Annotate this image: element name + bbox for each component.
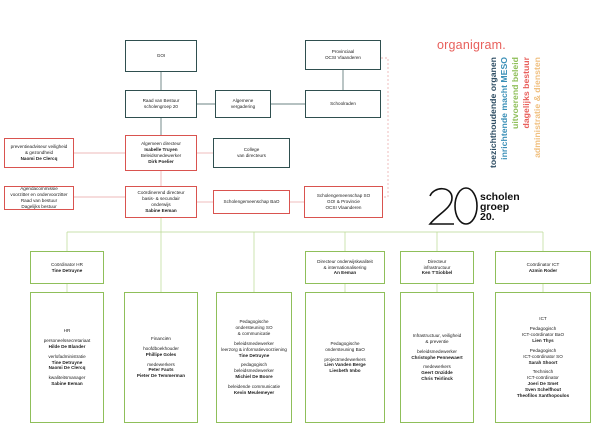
person-name: Sabine Eeman — [51, 381, 83, 387]
tagline-toezicht: toezichthoudende organen — [488, 57, 498, 169]
box-label: Pedagogisch — [529, 347, 557, 353]
box-label: Pedagogisch — [529, 325, 557, 331]
box-label: pedagogisch — [240, 362, 268, 368]
person-name: Geert Onzidde — [421, 370, 453, 376]
person-name: Kevin Meulemeyer — [233, 390, 275, 396]
box-college-directeurs — [213, 138, 290, 168]
box-preventieadviseur — [4, 138, 74, 168]
box-label: ICT-coördinator BaO — [521, 331, 565, 337]
box-label: Directeur — [427, 258, 447, 264]
box-schoolraden — [305, 90, 381, 118]
logo-line-20: 20. — [480, 211, 495, 223]
box-label: Raad van bestuur — [20, 198, 58, 203]
box-label: GOI — [156, 53, 166, 59]
box-financien — [124, 292, 198, 423]
box-label: projectmedewerkers — [324, 356, 366, 362]
box-label: verlofadministratie — [48, 353, 86, 359]
tagline-uitvoerend: uitvoerend beleid — [510, 57, 520, 129]
box-label: OCSI Vlaanderen — [325, 204, 362, 210]
box-label: ondersteuning BaO — [325, 346, 365, 352]
person-name: Lien Vanden Berge — [324, 362, 366, 368]
box-label: van directeurs — [237, 153, 266, 158]
box-label: ICT — [539, 315, 547, 321]
box-label: Technisch — [532, 369, 554, 375]
tagline-dagelijks: dagelijks bestuur — [521, 57, 531, 129]
box-infrastructuur — [400, 292, 474, 423]
box-pedagogische-ondersteuning-bao — [305, 292, 385, 423]
box-label: hoofdboekhouder — [143, 345, 179, 351]
box-label: Dagelijks bestuur — [21, 203, 57, 209]
box-label: HR — [63, 327, 71, 333]
box-label: Raad van Bestuur — [142, 98, 180, 104]
box-label: & preventie — [425, 338, 449, 344]
box-label: vergadering — [230, 104, 256, 109]
box-label: ICT-coördinator SO — [523, 353, 563, 359]
box-label: preventieadviseur veiligheid — [10, 144, 68, 150]
box-label: Infrastructuur, veiligheid — [412, 332, 462, 338]
person-name: Dirk Poelier — [148, 158, 174, 164]
box-goi — [125, 40, 197, 72]
box-label: Algemeen directeur — [141, 141, 181, 147]
box-label: & gezondheid — [24, 150, 54, 156]
logo-line-scholen: scholen — [480, 191, 520, 203]
person-name: Isabelle Truyen — [144, 147, 178, 153]
box-label: Algemene — [232, 98, 254, 104]
box-label: leerzorg & informatievoorziening — [221, 346, 287, 352]
person-name: Pieter De Temmerman — [136, 373, 186, 379]
person-name: Sarah Shoort — [528, 359, 558, 365]
box-coordinator-ict — [495, 251, 591, 284]
organigram-title: organigram. — [437, 38, 506, 52]
person-name: Chris Teirlinck — [421, 376, 453, 382]
box-label: basis- & secundair — [142, 196, 180, 202]
person-name: Tine Detruyne — [238, 352, 270, 358]
box-label: Pedagogische — [239, 318, 269, 324]
box-label: Scholengemeenschap SO — [316, 193, 371, 199]
box-label: Beleidsmedewerker — [140, 153, 182, 158]
box-label: infrastructuur — [423, 264, 451, 270]
logo-line-groep: groep — [480, 201, 510, 213]
box-coordinator-hr — [30, 251, 104, 284]
box-hr — [30, 292, 104, 423]
box-label: Financiën — [151, 335, 171, 341]
person-name: An Eeman — [333, 270, 357, 276]
person-name: Michiel De Boore — [235, 374, 273, 380]
box-label: Directeur onderwijskwaliteit — [317, 258, 373, 264]
box-label: kwaliteitsmanager — [48, 375, 86, 381]
box-label: beleidende communicatie — [227, 384, 281, 390]
person-name: Joeri De Smet — [527, 381, 559, 387]
person-name: Ken T'Siobbel — [421, 270, 453, 276]
box-label: & communicatie — [237, 330, 271, 336]
person-name: Sabine Eeman — [145, 207, 177, 213]
tagline-inrichtende: inrichtende macht MESO — [499, 57, 509, 160]
box-algemene-vergadering — [215, 90, 271, 118]
box-label: & internationalisering — [323, 264, 367, 270]
box-scholengemeenschap-bao — [213, 190, 290, 214]
box-coordinerend-directeur — [125, 186, 197, 218]
box-label: Coördinator HR — [51, 261, 83, 267]
box-label: beleidsmedewerker — [234, 368, 274, 374]
box-directeur-infrastructuur — [400, 251, 474, 284]
box-provinciaal — [305, 40, 381, 70]
box-label: Pedagogische — [330, 340, 360, 346]
box-label: Coördinator ICT — [526, 261, 560, 267]
logo-mark — [430, 188, 477, 224]
person-name: Hilde De Blander — [48, 343, 86, 349]
person-name: Lien Thys — [532, 337, 554, 343]
box-scholengemeenschap-so — [304, 186, 383, 218]
person-name: Naomi De Clercq — [20, 155, 58, 161]
box-label: scholengroep 20 — [144, 104, 178, 109]
person-name: Christophe Pennewaert — [411, 354, 463, 360]
box-label: personeelssecretariaat — [43, 337, 91, 343]
box-ict — [495, 292, 591, 423]
tagline-administratie: administratie & diensten — [532, 57, 542, 158]
person-name: Tine Detruyne — [51, 267, 83, 273]
person-name: Naomi De Clercq — [48, 365, 86, 371]
person-name: Tine Detruyne — [51, 359, 83, 365]
box-label: beleidsmedewerker — [417, 348, 457, 354]
box-label: College — [243, 147, 260, 153]
person-name: Azmin Roder — [528, 267, 558, 273]
logo-text — [480, 192, 520, 222]
person-name: Phillipe Goles — [145, 351, 177, 357]
box-label: voorzitter en ondervoorzitter — [10, 192, 68, 198]
box-label: Scholengemeenschap BaO — [223, 199, 280, 205]
box-label: beleidsmedewerker — [234, 340, 274, 346]
box-label: medewerkers — [423, 364, 451, 370]
box-label: Coördinerend directeur — [137, 190, 185, 196]
box-label: OCSI Vlaanderen — [324, 55, 361, 60]
person-name: Theofilos Xanthopoulos — [516, 393, 570, 399]
box-directeur-onderwijs — [305, 251, 385, 284]
box-label: ICT-coördinator — [527, 375, 559, 381]
box-label: medewerkers — [147, 361, 175, 367]
box-label: Provinciaal — [331, 49, 355, 55]
box-label: ondersteuning SO — [235, 324, 273, 330]
box-label: GO! & Provincie — [327, 199, 360, 205]
box-label: Agendacommissie — [20, 186, 58, 192]
person-name: Liesbeth Imbo — [329, 368, 361, 374]
person-name: Sven Schelfhout — [525, 387, 561, 393]
box-algemeen-directeur — [125, 135, 197, 171]
box-pedagogische-ondersteuning-so — [216, 292, 292, 423]
box-label: onderwijs — [151, 202, 171, 207]
box-agendacommissie — [4, 186, 74, 210]
box-raad-van-bestuur — [125, 90, 197, 118]
person-name: Peter Fauts — [148, 367, 174, 373]
box-label: Schoolraden — [330, 101, 356, 107]
